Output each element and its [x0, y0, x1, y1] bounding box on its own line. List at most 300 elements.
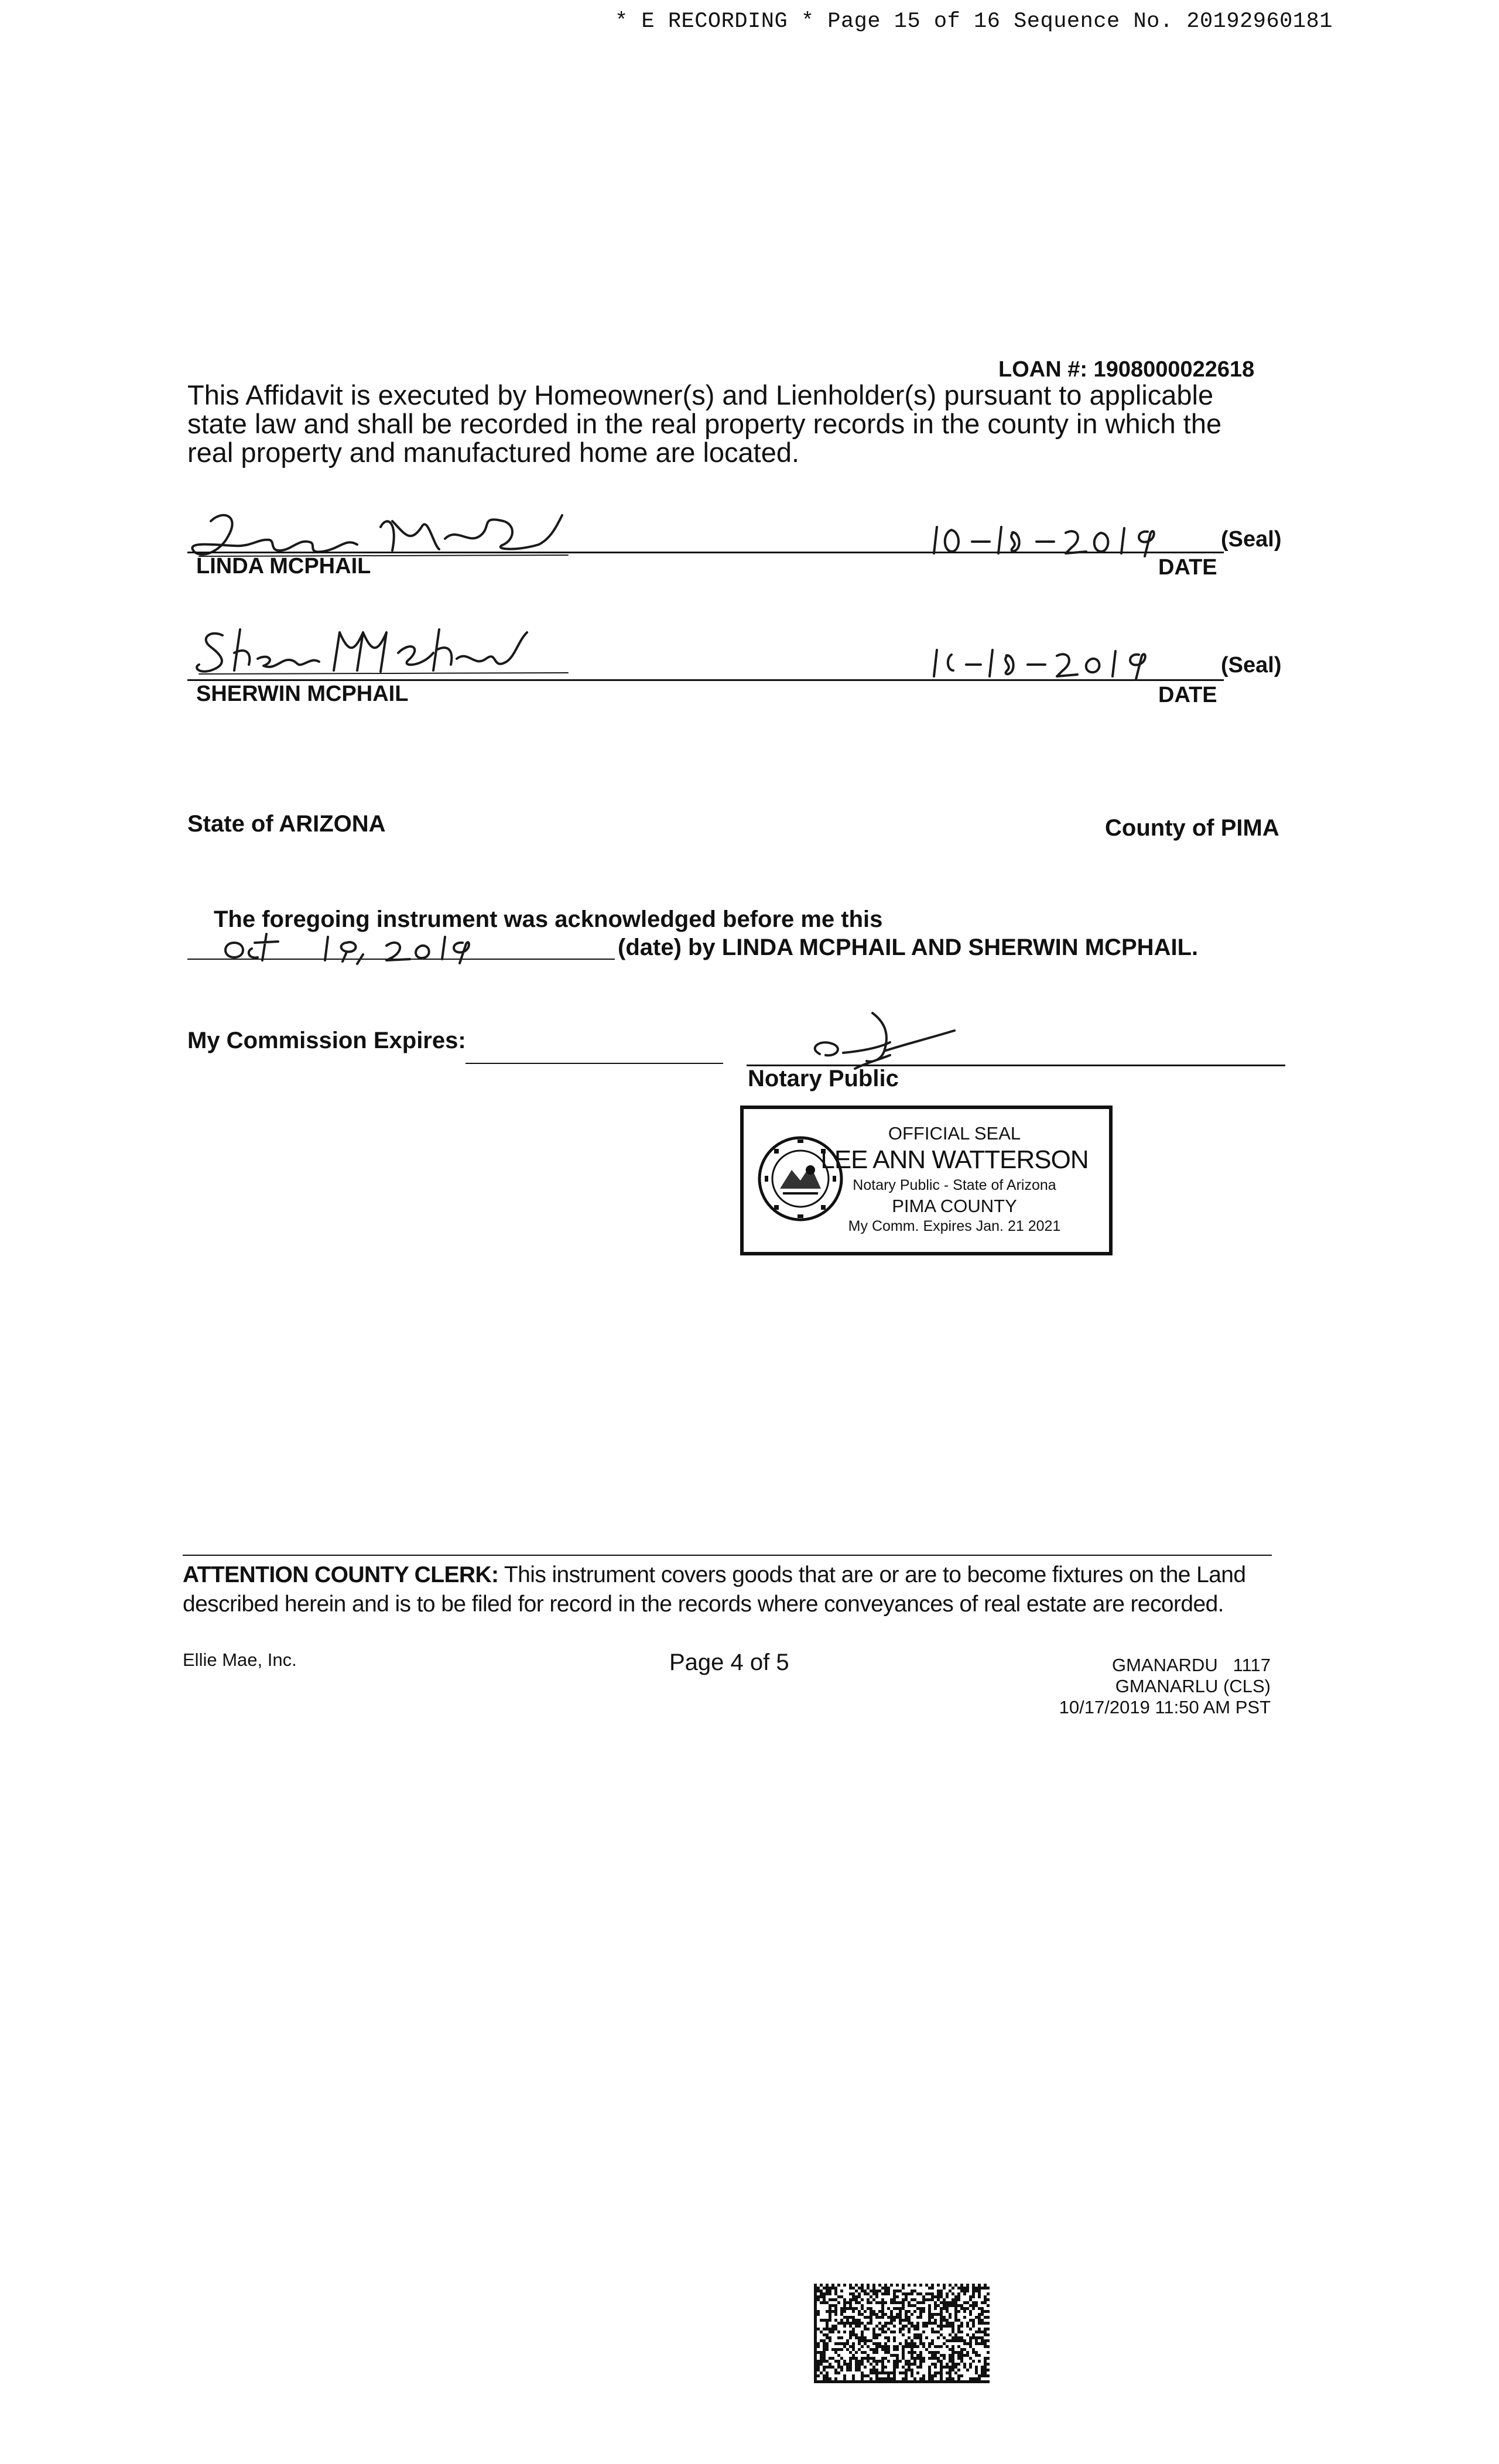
datamatrix-module	[902, 2292, 905, 2295]
datamatrix-module	[875, 2313, 878, 2316]
datamatrix-module	[916, 2380, 919, 2383]
datamatrix-module	[858, 2342, 861, 2345]
datamatrix-module	[978, 2316, 981, 2319]
datamatrix-module	[849, 2287, 852, 2290]
datamatrix-module	[849, 2345, 852, 2348]
datamatrix-module	[840, 2366, 843, 2369]
datamatrix-module	[843, 2298, 846, 2301]
datamatrix-module	[957, 2287, 960, 2290]
datamatrix-module	[896, 2290, 899, 2292]
datamatrix-module	[884, 2366, 887, 2369]
datamatrix-module	[896, 2380, 899, 2383]
datamatrix-module	[855, 2290, 858, 2292]
datamatrix-module	[963, 2290, 966, 2292]
clerk-notice-heading: ATTENTION COUNTY CLERK:	[183, 1562, 499, 1587]
datamatrix-module	[814, 2336, 817, 2339]
datamatrix-module	[846, 2339, 849, 2342]
datamatrix-module	[817, 2374, 820, 2377]
datamatrix-module	[943, 2325, 946, 2328]
datamatrix-module	[887, 2290, 890, 2292]
datamatrix-module	[887, 2348, 890, 2351]
datamatrix-module	[837, 2363, 840, 2366]
datamatrix-module	[949, 2374, 952, 2377]
datamatrix-module	[963, 2380, 966, 2383]
datamatrix-module	[908, 2319, 911, 2322]
datamatrix-module	[987, 2380, 990, 2383]
datamatrix-module	[855, 2366, 858, 2369]
datamatrix-module	[893, 2360, 896, 2363]
datamatrix-module	[916, 2345, 919, 2348]
datamatrix-module	[937, 2295, 940, 2298]
datamatrix-module	[814, 2345, 817, 2348]
datamatrix-module	[957, 2363, 960, 2366]
datamatrix-module	[931, 2328, 934, 2330]
datamatrix-module	[987, 2363, 990, 2366]
datamatrix-module	[867, 2354, 870, 2357]
datamatrix-module	[826, 2371, 829, 2374]
datamatrix-module	[931, 2377, 934, 2380]
datamatrix-module	[890, 2322, 893, 2325]
datamatrix-module	[872, 2287, 875, 2290]
datamatrix-module	[817, 2328, 820, 2330]
datamatrix-module	[972, 2295, 975, 2298]
datamatrix-module	[899, 2371, 902, 2374]
datamatrix-module	[870, 2301, 872, 2304]
affidavit-line: This Affidavit is executed by Homeowner(s) and Lienholder(s) pursuant to applicable	[187, 379, 1214, 410]
datamatrix-module	[861, 2330, 864, 2333]
clerk-notice-line-2: described herein and is to be filed for record in the records where conveyances of real estate are recorded.	[183, 1592, 1224, 1617]
datamatrix-module	[943, 2336, 946, 2339]
datamatrix-module	[913, 2357, 916, 2360]
datamatrix-module	[855, 2357, 858, 2360]
datamatrix-module	[972, 2351, 975, 2354]
datamatrix-module	[878, 2345, 881, 2348]
datamatrix-module	[881, 2313, 884, 2316]
datamatrix-module	[949, 2316, 952, 2319]
datamatrix-module	[940, 2366, 943, 2369]
datamatrix-module	[881, 2292, 884, 2295]
datamatrix-module	[864, 2357, 867, 2360]
datamatrix-module	[823, 2345, 826, 2348]
datamatrix-module	[875, 2333, 878, 2336]
datamatrix-module	[908, 2284, 911, 2287]
datamatrix-module	[884, 2330, 887, 2333]
datamatrix-module	[831, 2304, 834, 2307]
datamatrix-module	[861, 2284, 864, 2287]
datamatrix-module	[834, 2310, 837, 2313]
datamatrix-module	[899, 2319, 902, 2322]
datamatrix-module	[978, 2342, 981, 2345]
datamatrix-module	[911, 2374, 913, 2377]
datamatrix-module	[893, 2301, 896, 2304]
footer-code-1: GMANARDU 1117	[1111, 1655, 1271, 1675]
datamatrix-module	[837, 2371, 840, 2374]
datamatrix-module	[870, 2295, 872, 2298]
datamatrix-module	[966, 2325, 969, 2328]
datamatrix-module	[919, 2307, 922, 2310]
datamatrix-module	[893, 2307, 896, 2310]
datamatrix-module	[902, 2345, 905, 2348]
datamatrix-module	[940, 2313, 943, 2316]
datamatrix-module	[846, 2366, 849, 2369]
datamatrix-module	[846, 2342, 849, 2345]
datamatrix-module	[943, 2319, 946, 2322]
datamatrix-module	[943, 2298, 946, 2301]
datamatrix-module	[831, 2284, 834, 2287]
notary-signature	[785, 1007, 978, 1072]
datamatrix-module	[867, 2345, 870, 2348]
datamatrix-module	[890, 2354, 893, 2357]
datamatrix-module	[881, 2348, 884, 2351]
datamatrix-module	[814, 2369, 817, 2371]
datamatrix-module	[870, 2371, 872, 2374]
datamatrix-module	[940, 2301, 943, 2304]
datamatrix-module	[908, 2301, 911, 2304]
datamatrix-module	[867, 2284, 870, 2287]
datamatrix-module	[963, 2310, 966, 2313]
clerk-notice-rule	[183, 1555, 1272, 1556]
datamatrix-module	[872, 2342, 875, 2345]
datamatrix-module	[913, 2333, 916, 2336]
datamatrix-module	[975, 2354, 978, 2357]
datamatrix-module	[975, 2380, 978, 2383]
datamatrix-module	[826, 2366, 829, 2369]
datamatrix-module	[911, 2369, 913, 2371]
datamatrix-module	[934, 2301, 937, 2304]
datamatrix-module	[849, 2363, 852, 2366]
datamatrix-module	[831, 2348, 834, 2351]
datamatrix-module	[849, 2298, 852, 2301]
datamatrix-module	[928, 2307, 931, 2310]
datamatrix-module	[975, 2371, 978, 2374]
datamatrix-module	[872, 2348, 875, 2351]
datamatrix-module	[934, 2363, 937, 2366]
datamatrix-module	[849, 2330, 852, 2333]
datamatrix-module	[834, 2325, 837, 2328]
datamatrix-module	[849, 2284, 852, 2287]
datamatrix-module	[884, 2380, 887, 2383]
datamatrix-module	[928, 2292, 931, 2295]
datamatrix-module	[893, 2316, 896, 2319]
datamatrix-module	[870, 2377, 872, 2380]
datamatrix-module	[911, 2298, 913, 2301]
datamatrix-module	[922, 2330, 925, 2333]
datamatrix-module	[946, 2292, 949, 2295]
datamatrix-module	[972, 2322, 975, 2325]
datamatrix-module	[934, 2357, 937, 2360]
datamatrix-module	[934, 2354, 937, 2357]
datamatrix-module	[852, 2328, 855, 2330]
datamatrix-module	[817, 2360, 820, 2363]
datamatrix-module	[928, 2371, 931, 2374]
datamatrix-module	[846, 2307, 849, 2310]
datamatrix-module	[908, 2304, 911, 2307]
datamatrix-module	[922, 2295, 925, 2298]
datamatrix-module	[957, 2330, 960, 2333]
datamatrix-module	[984, 2301, 987, 2304]
datamatrix-module	[846, 2301, 849, 2304]
datamatrix-module	[940, 2319, 943, 2322]
datamatrix-module	[943, 2304, 946, 2307]
datamatrix-module	[902, 2333, 905, 2336]
datamatrix-module	[864, 2339, 867, 2342]
datamatrix-module	[940, 2333, 943, 2336]
datamatrix-module	[908, 2369, 911, 2371]
datamatrix-module	[878, 2284, 881, 2287]
datamatrix-module	[975, 2351, 978, 2354]
datamatrix-module	[855, 2301, 858, 2304]
datamatrix-module	[829, 2298, 831, 2301]
datamatrix-module	[981, 2287, 984, 2290]
datamatrix-module	[814, 2301, 817, 2304]
datamatrix-module	[817, 2313, 820, 2316]
datamatrix-module	[849, 2322, 852, 2325]
datamatrix-module	[823, 2380, 826, 2383]
datamatrix-module	[913, 2328, 916, 2330]
datamatrix-module	[864, 2380, 867, 2383]
datamatrix-module	[823, 2287, 826, 2290]
datamatrix-module	[899, 2330, 902, 2333]
seal-title: OFFICIAL SEAL	[888, 1123, 1021, 1144]
datamatrix-module	[881, 2310, 884, 2313]
datamatrix-module	[840, 2357, 843, 2360]
datamatrix-module	[817, 2298, 820, 2301]
datamatrix-module	[858, 2287, 861, 2290]
datamatrix-module	[849, 2307, 852, 2310]
datamatrix-module	[963, 2316, 966, 2319]
datamatrix-module	[928, 2380, 931, 2383]
datamatrix-module	[814, 2330, 817, 2333]
datamatrix-module	[978, 2328, 981, 2330]
clerk-notice-line-1	[183, 1560, 1284, 1590]
datamatrix-module	[952, 2301, 954, 2304]
datamatrix-module	[878, 2316, 881, 2319]
datamatrix-module	[834, 2292, 837, 2295]
datamatrix-module	[916, 2354, 919, 2357]
datamatrix-module	[887, 2292, 890, 2295]
datamatrix-module	[820, 2380, 823, 2383]
datamatrix-module	[916, 2322, 919, 2325]
datamatrix-module	[872, 2366, 875, 2369]
datamatrix-module	[840, 2290, 843, 2292]
datamatrix-module	[954, 2363, 957, 2366]
datamatrix-module	[849, 2336, 852, 2339]
datamatrix-module	[919, 2339, 922, 2342]
datamatrix-module	[975, 2339, 978, 2342]
datamatrix-module	[954, 2380, 957, 2383]
datamatrix-module	[937, 2290, 940, 2292]
datamatrix-module	[855, 2360, 858, 2363]
datamatrix-module	[987, 2310, 990, 2313]
datamatrix-module	[837, 2336, 840, 2339]
datamatrix-module	[940, 2369, 943, 2371]
datamatrix-module	[940, 2325, 943, 2328]
handwritten-ack-date	[211, 925, 562, 966]
datamatrix-module	[963, 2342, 966, 2345]
datamatrix-module	[934, 2330, 937, 2333]
datamatrix-module	[829, 2310, 831, 2313]
datamatrix-module	[931, 2380, 934, 2383]
datamatrix-module	[872, 2369, 875, 2371]
datamatrix-module	[984, 2333, 987, 2336]
clerk-notice-text-1: This instrument covers goods that are or are to become fixtures on the Land	[498, 1562, 1246, 1587]
datamatrix-module	[852, 2377, 855, 2380]
datamatrix-module	[878, 2290, 881, 2292]
datamatrix-module	[969, 2298, 972, 2301]
datamatrix-module	[981, 2330, 984, 2333]
datamatrix-module	[884, 2290, 887, 2292]
datamatrix-module	[831, 2366, 834, 2369]
datamatrix-module	[864, 2316, 867, 2319]
datamatrix-module	[916, 2336, 919, 2339]
datamatrix-module	[823, 2333, 826, 2336]
datamatrix-module	[837, 2348, 840, 2351]
signer-name-2: SHERWIN MCPHAIL	[196, 682, 409, 706]
datamatrix-module	[896, 2307, 899, 2310]
datamatrix-module	[952, 2380, 954, 2383]
datamatrix-module	[878, 2310, 881, 2313]
datamatrix-module	[957, 2310, 960, 2313]
datamatrix-module	[837, 2360, 840, 2363]
datamatrix-module	[814, 2287, 817, 2290]
datamatrix-module	[969, 2366, 972, 2369]
datamatrix-module	[875, 2369, 878, 2371]
datamatrix-module	[826, 2380, 829, 2383]
datamatrix-module	[820, 2363, 823, 2366]
datamatrix-module	[925, 2380, 928, 2383]
datamatrix-module	[966, 2354, 969, 2357]
datamatrix-module	[878, 2342, 881, 2345]
datamatrix-module	[870, 2290, 872, 2292]
datamatrix-module	[837, 2354, 840, 2357]
datamatrix-module	[878, 2333, 881, 2336]
datamatrix-module	[981, 2313, 984, 2316]
datamatrix-module	[831, 2325, 834, 2328]
datamatrix-module	[820, 2330, 823, 2333]
datamatrix-module	[908, 2342, 911, 2345]
datamatrix-module	[975, 2301, 978, 2304]
datamatrix-module	[899, 2342, 902, 2345]
datamatrix-module	[916, 2301, 919, 2304]
datamatrix-module	[978, 2307, 981, 2310]
datamatrix-module	[952, 2330, 954, 2333]
datamatrix-module	[987, 2298, 990, 2301]
datamatrix-module	[890, 2371, 893, 2374]
datamatrix-module	[834, 2342, 837, 2345]
datamatrix-module	[957, 2336, 960, 2339]
datamatrix-module	[829, 2290, 831, 2292]
datamatrix-module	[954, 2351, 957, 2354]
datamatrix-module	[881, 2357, 884, 2360]
recording-header: * E RECORDING * Page 15 of 16 Sequence No. 20192960181	[615, 9, 1333, 34]
datamatrix-module	[899, 2380, 902, 2383]
datamatrix-module	[840, 2322, 843, 2325]
datamatrix-module	[837, 2284, 840, 2287]
datamatrix-module	[829, 2377, 831, 2380]
datamatrix-module	[963, 2292, 966, 2295]
datamatrix-module	[957, 2295, 960, 2298]
datamatrix-module	[911, 2322, 913, 2325]
datamatrix-module	[987, 2369, 990, 2371]
datamatrix-module	[940, 2316, 943, 2319]
datamatrix-module	[919, 2301, 922, 2304]
datamatrix-module	[878, 2360, 881, 2363]
datamatrix-module	[858, 2295, 861, 2298]
datamatrix-module	[949, 2301, 952, 2304]
datamatrix-module	[843, 2301, 846, 2304]
datamatrix-module	[963, 2307, 966, 2310]
datamatrix-module	[934, 2313, 937, 2316]
datamatrix-module	[984, 2310, 987, 2313]
datamatrix-module	[960, 2354, 963, 2357]
datamatrix-module	[870, 2357, 872, 2360]
datamatrix-module	[925, 2284, 928, 2287]
notary-public-label: Notary Public	[748, 1066, 899, 1091]
datamatrix-module	[817, 2363, 820, 2366]
datamatrix-module	[946, 2371, 949, 2374]
datamatrix-module	[846, 2369, 849, 2371]
datamatrix-module	[981, 2339, 984, 2342]
datamatrix-module	[870, 2307, 872, 2310]
datamatrix-module	[840, 2380, 843, 2383]
datamatrix-module	[852, 2310, 855, 2313]
affidavit-line: state law and shall be recorded in the real property records in the county in which the	[187, 408, 1222, 439]
datamatrix-module	[949, 2369, 952, 2371]
datamatrix-module	[870, 2316, 872, 2319]
datamatrix-module	[972, 2301, 975, 2304]
datamatrix-module	[861, 2304, 864, 2307]
datamatrix-module	[981, 2374, 984, 2377]
datamatrix-module	[913, 2336, 916, 2339]
datamatrix-module	[919, 2366, 922, 2369]
datamatrix-module	[858, 2301, 861, 2304]
datamatrix-module	[981, 2366, 984, 2369]
datamatrix-module	[817, 2380, 820, 2383]
datamatrix-module	[893, 2380, 896, 2383]
datamatrix-module	[905, 2371, 908, 2374]
datamatrix-module	[843, 2363, 846, 2366]
datamatrix-module	[908, 2380, 911, 2383]
state-venue: State of ARIZONA	[187, 811, 386, 837]
datamatrix-module	[975, 2377, 978, 2380]
datamatrix-module	[843, 2322, 846, 2325]
datamatrix-module	[896, 2360, 899, 2363]
datamatrix-module	[890, 2380, 893, 2383]
datamatrix-module	[916, 2366, 919, 2369]
datamatrix-module	[963, 2363, 966, 2366]
datamatrix-module	[878, 2380, 881, 2383]
datamatrix-module	[823, 2348, 826, 2351]
datamatrix-module	[940, 2354, 943, 2357]
datamatrix-module	[940, 2363, 943, 2366]
datamatrix-module	[925, 2348, 928, 2351]
datamatrix-module	[937, 2284, 940, 2287]
datamatrix-module	[890, 2319, 893, 2322]
datamatrix-module	[963, 2354, 966, 2357]
datamatrix-module	[949, 2354, 952, 2357]
datamatrix-module	[949, 2380, 952, 2383]
datamatrix-module	[823, 2360, 826, 2363]
datamatrix-module	[911, 2292, 913, 2295]
datamatrix-module	[952, 2339, 954, 2342]
datamatrix-module	[817, 2351, 820, 2354]
datamatrix-module	[905, 2342, 908, 2345]
datamatrix-module	[887, 2380, 890, 2383]
datamatrix-module	[905, 2292, 908, 2295]
datamatrix-module	[896, 2363, 899, 2366]
datamatrix-module	[937, 2325, 940, 2328]
datamatrix-module	[820, 2290, 823, 2292]
